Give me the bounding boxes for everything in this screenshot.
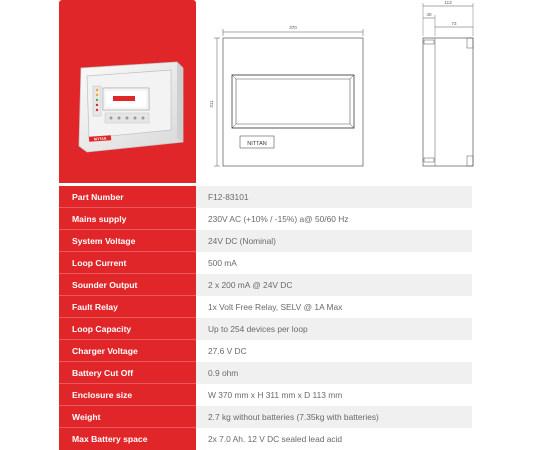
side-depth-dimension: 113 (444, 0, 452, 5)
product-image (67, 58, 189, 158)
side-view-outline (423, 38, 473, 166)
side-inner-dimension: 40 (426, 12, 432, 17)
spec-row-enclosure-size (59, 384, 472, 406)
spec-value: 2 x 200 mA @ 24V DC (196, 274, 472, 296)
spec-row-battery-cut-off (59, 362, 472, 384)
spec-row-part-number (59, 186, 472, 208)
spec-value: 27.6 V DC (208, 346, 247, 356)
spec-value: 1x Volt Free Relay, SELV @ 1A Max (208, 302, 343, 312)
spec-row-mains-supply (59, 208, 472, 230)
spec-label: Part Number (59, 186, 196, 208)
spec-row-sounder-output (59, 274, 472, 296)
spec-label: Battery Cut Off (59, 362, 196, 384)
spec-value: Up to 254 devices per loop (196, 318, 472, 340)
product-hero-panel (59, 0, 196, 183)
spec-label: Fault Relay (59, 296, 196, 318)
spec-label: Max Battery space (59, 428, 196, 450)
specifications-table (59, 186, 472, 450)
front-view-outline (223, 38, 363, 166)
front-view-window (232, 75, 354, 128)
spec-value: 24V DC (Nominal) (196, 230, 472, 252)
spec-value: F12-83101 (196, 186, 472, 208)
spec-row-max-battery-space (59, 428, 472, 450)
side-rear-dimension: 73 (451, 21, 457, 26)
spec-value: 230V AC (+10% / -15%) a@ 50/60 Hz (208, 214, 349, 224)
spec-row-fault-relay (59, 296, 472, 318)
panel-label-text: NITTAN (247, 141, 267, 147)
technical-drawing (205, 0, 545, 183)
spec-row-loop-capacity (59, 318, 472, 340)
spec-value: 2x 7.0 Ah. 12 V DC sealed lead acid (208, 434, 343, 444)
spec-row-loop-current (59, 252, 472, 274)
spec-value: 500 mA (208, 258, 237, 268)
spec-label: Loop Current (59, 252, 196, 274)
spec-value: 0.9 ohm (196, 362, 472, 384)
spec-row-charger-voltage (59, 340, 472, 362)
spec-value: W 370 mm x H 311 mm x D 113 mm (208, 390, 343, 400)
spec-label: Weight (59, 406, 196, 428)
spec-label: Loop Capacity (59, 318, 196, 340)
spec-label: Sounder Output (59, 274, 196, 296)
spec-label: Mains supply (59, 208, 196, 230)
spec-value: 2.7 kg without batteries (7.35kg with batteries) (196, 406, 472, 428)
spec-label: Enclosure size (59, 384, 196, 406)
brand-logo-text: NITTAN (93, 136, 107, 142)
spec-row-weight (59, 406, 472, 428)
front-width-dimension: 370 (289, 25, 297, 30)
spec-row-system-voltage (59, 230, 472, 252)
spec-label: System Voltage (59, 230, 196, 252)
front-height-dimension: 311 (209, 100, 214, 108)
spec-label: Charger Voltage (59, 340, 196, 362)
